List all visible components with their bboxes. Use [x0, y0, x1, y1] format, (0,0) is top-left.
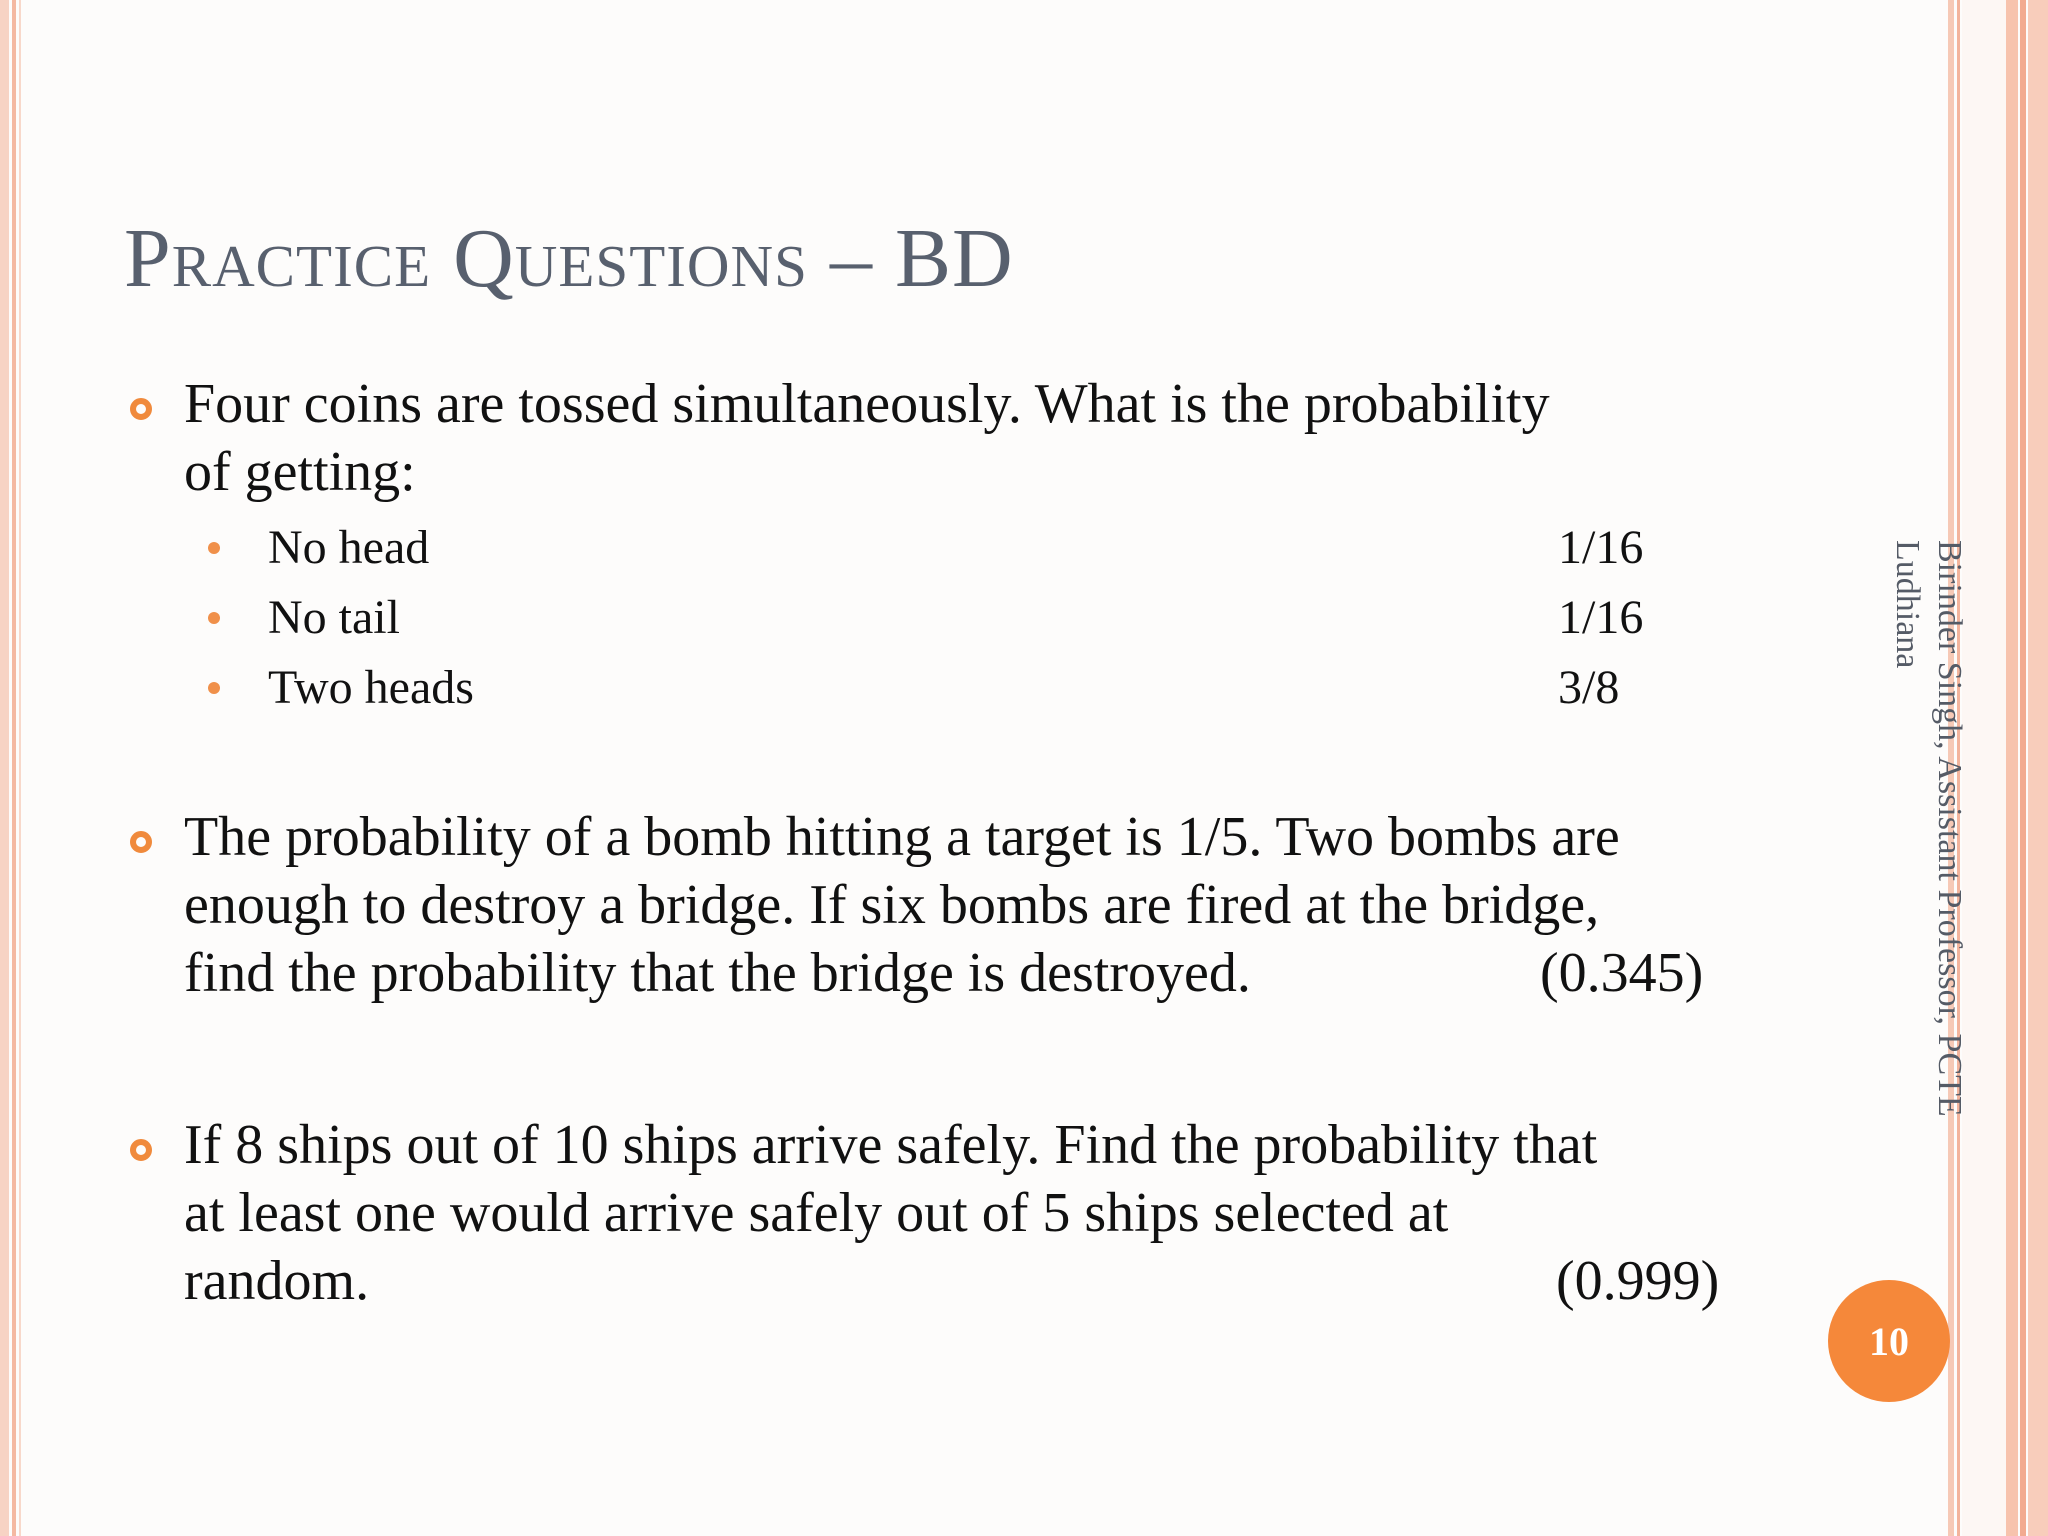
- sub-item-label: No head: [268, 521, 430, 574]
- question-2: [130, 803, 1870, 1013]
- slide-title: Practice Questions – BD: [124, 212, 1014, 305]
- question-2-answer: (0.345): [1540, 942, 1704, 1004]
- sub-item-no-head: [130, 518, 1644, 578]
- sub-item-answer: 1/16: [1558, 521, 1644, 574]
- question-1-line-1: Four coins are tossed simultaneously. What is the probability: [184, 373, 1550, 435]
- question-1: [130, 370, 1870, 720]
- dot-bullet-icon: [208, 542, 220, 554]
- sub-item-answer: 3/8: [1558, 661, 1620, 714]
- circle-bullet-icon: [130, 831, 152, 853]
- question-3-line-1: If 8 ships out of 10 ships arrive safely. Find the probability that: [184, 1114, 1598, 1176]
- sub-item-no-tail: [130, 588, 1644, 648]
- question-3-answer: (0.999): [1556, 1250, 1720, 1312]
- border-stripe: [2006, 0, 2018, 1536]
- question-2-line-3: find the probability that the bridge is destroyed.: [184, 942, 1251, 1004]
- border-stripe: [12, 0, 16, 1536]
- circle-bullet-icon: [130, 398, 152, 420]
- dot-bullet-icon: [208, 682, 220, 694]
- page-number-badge: 10: [1828, 1280, 1950, 1402]
- sub-item-two-heads: [130, 658, 1630, 718]
- border-stripe: [2020, 0, 2026, 1536]
- sub-item-answer: 1/16: [1558, 591, 1644, 644]
- question-2-line-2: enough to destroy a bridge. If six bombs are fired at the bridge,: [184, 874, 1600, 936]
- dot-bullet-icon: [208, 612, 220, 624]
- question-3: [130, 1111, 1870, 1321]
- left-decorative-border: [0, 0, 26, 1536]
- question-3-line-2: at least one would arrive safely out of 5 ships selected at: [184, 1182, 1449, 1244]
- author-credit-line-1: Birinder Singh, Assistant Professor, PCTE: [1931, 540, 1968, 1117]
- question-3-line-3: random.: [184, 1250, 370, 1312]
- border-stripe: [2028, 0, 2048, 1536]
- question-2-line-1: The probability of a bomb hitting a target is 1/5. Two bombs are: [184, 806, 1620, 868]
- author-credit-line-2: Ludhiana: [1889, 540, 1926, 669]
- author-credit: [1880, 540, 1970, 1240]
- border-stripe: [0, 0, 9, 1536]
- sub-item-label: Two heads: [268, 661, 474, 714]
- question-1-line-2: of getting:: [184, 441, 416, 503]
- border-stripe: [19, 0, 21, 1536]
- circle-bullet-icon: [130, 1139, 152, 1161]
- sub-item-label: No tail: [268, 591, 400, 644]
